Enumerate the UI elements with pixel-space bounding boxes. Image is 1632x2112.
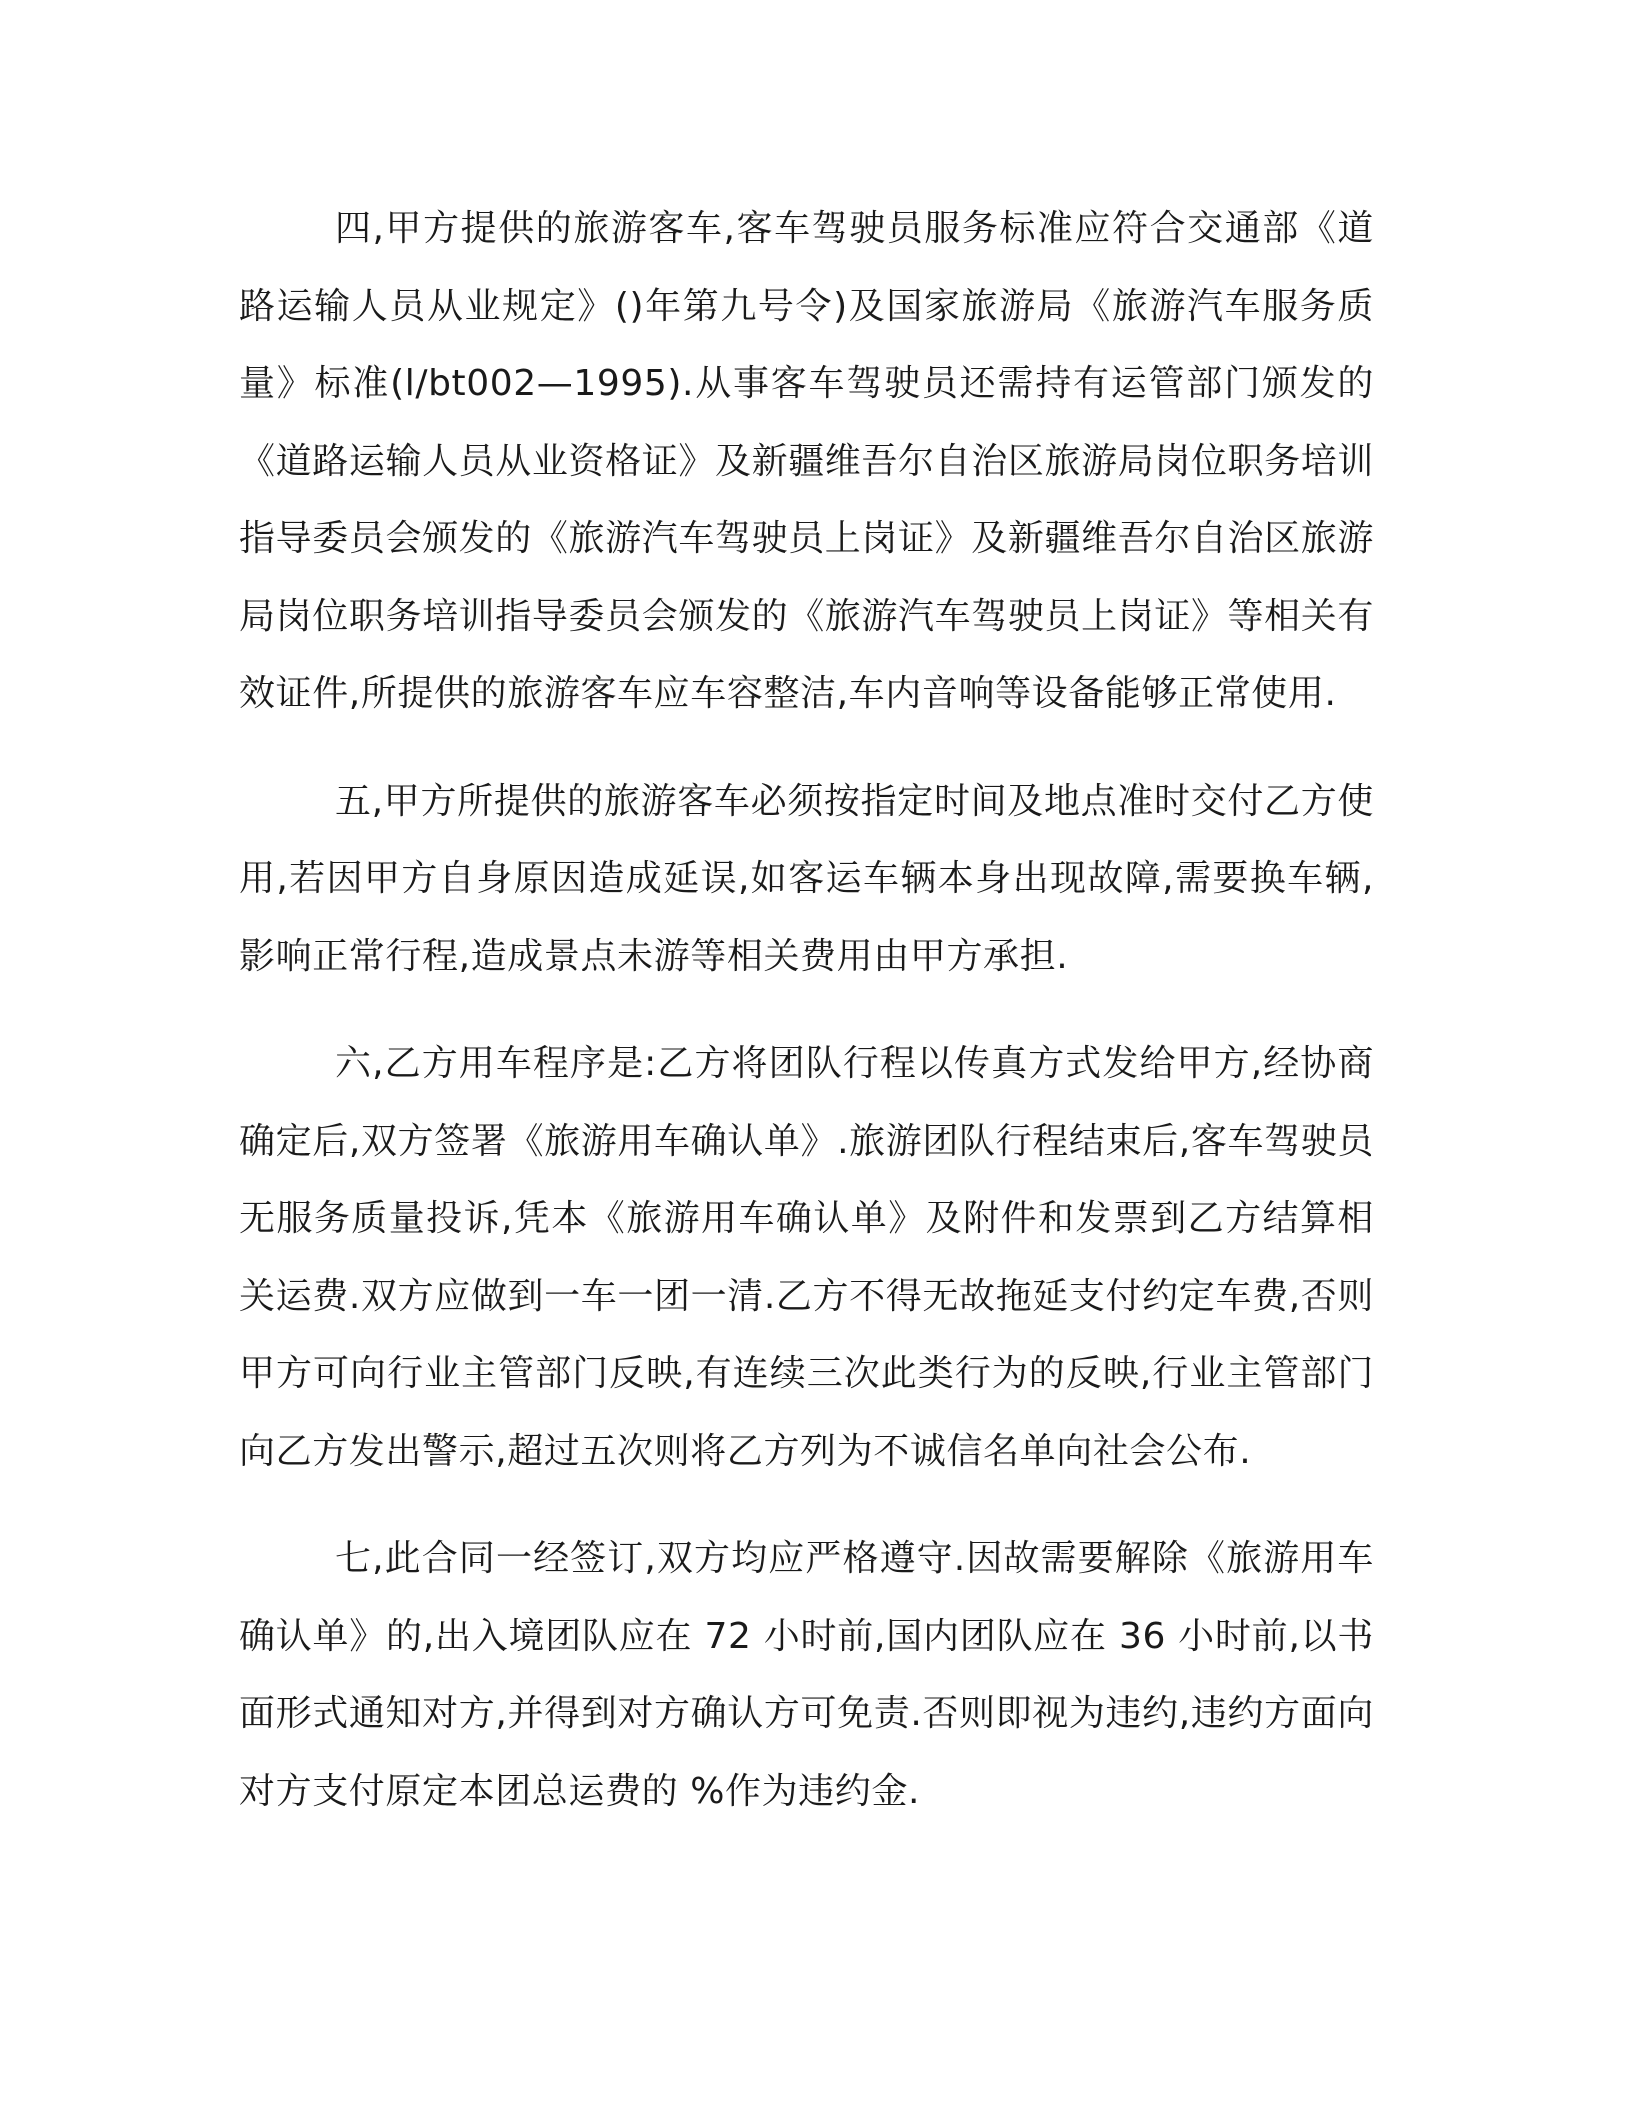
clause-6-paragraph: 六,乙方用车程序是:乙方将团队行程以传真方式发给甲方,经协商确定后,双方签署《旅游用车确认单》.旅游团队行程结束后,客车驾驶员无服务质量投诉,凭本《旅游用车确认单》及附件和发票到乙方结算相关运费.双方应做到一车一团一清.乙方不得无故拖延支付约定车费,否则甲方可向行业主管部门反映,有连续三次此类行为的反映,行业主管部门向乙方发出警示,超过五次则将乙方列为不诚信名单向社会公布.	[239, 1043, 1374, 1472]
clause-7-paragraph: 七,此合同一经签订,双方均应严格遵守.因故需要解除《旅游用车确认单》的,出入境团队应在 72 小时前,国内团队应在 36 小时前,以书面形式通知对方,并得到对方确认方可免责.否则即视为违约,违约方面向对方支付原定本团总运费的 %作为违约金.	[239, 1538, 1374, 1812]
clause-4-paragraph: 四,甲方提供的旅游客车,客车驾驶员服务标准应符合交通部《道路运输人员从业规定》()年第九号令)及国家旅游局《旅游汽车服务质量》标准(l/bt002—1995).从事客车驾驶员还需持有运管部门颁发的《道路运输人员从业资格证》及新疆维吾尔自治区旅游局岗位职务培训指导委员会颁发的《旅游汽车驾驶员上岗证》及新疆维吾尔自治区旅游局岗位职务培训指导委员会颁发的《旅游汽车驾驶员上岗证》等相关有效证件,所提供的旅游客车应车容整洁,车内音响等设备能够正常使用.	[239, 208, 1374, 714]
clause-5-paragraph: 五,甲方所提供的旅游客车必须按指定时间及地点准时交付乙方使用,若因甲方自身原因造成延误,如客运车辆本身出现故障,需要换车辆,影响正常行程,造成景点未游等相关费用由甲方承担.	[239, 780, 1374, 977]
document-body	[239, 190, 1374, 1860]
